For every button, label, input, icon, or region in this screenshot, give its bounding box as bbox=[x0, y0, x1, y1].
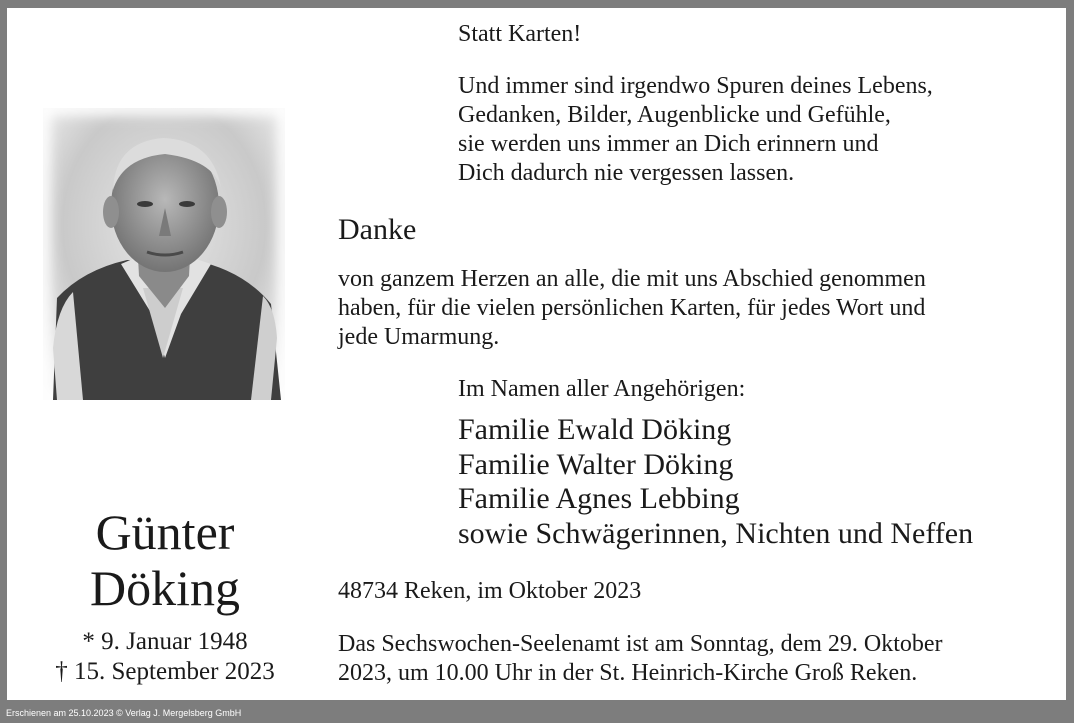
service-info bbox=[338, 630, 943, 688]
family-intro: Im Namen aller Angehörigen: bbox=[458, 376, 746, 402]
portrait-photo bbox=[43, 108, 285, 400]
poem-line: sie werden uns immer an Dich erinnern und bbox=[458, 131, 879, 157]
poem bbox=[458, 72, 933, 188]
place-date: 48734 Reken, im Oktober 2023 bbox=[338, 578, 642, 604]
thanks-text bbox=[338, 265, 926, 352]
deceased-name bbox=[27, 504, 303, 616]
service-line: Das Sechswochen-Seelenamt ist am Sonntag, dem 29. Oktober bbox=[338, 631, 943, 657]
family-name: sowie Schwägerinnen, Nichten und Neffen bbox=[458, 516, 974, 550]
service-line: 2023, um 10.00 Uhr in der St. Heinrich-Kirche Groß Reken. bbox=[338, 660, 918, 686]
first-name: Günter bbox=[95, 504, 235, 560]
publication-footer: Erschienen am 25.10.2023 © Verlag J. Mergelsberg GmbH bbox=[6, 708, 242, 718]
statt-karten-heading: Statt Karten! bbox=[458, 21, 582, 47]
family-name: Familie Walter Döking bbox=[458, 447, 734, 481]
poem-line: Gedanken, Bilder, Augenblicke und Gefühle, bbox=[458, 102, 891, 128]
poem-line: Dich dadurch nie vergessen lassen. bbox=[458, 160, 795, 186]
poem-line: Und immer sind irgendwo Spuren deines Lebens, bbox=[458, 73, 933, 99]
death-date: † 15. September 2023 bbox=[55, 658, 275, 685]
thanks-line: haben, für die vielen persönlichen Karten, für jedes Wort und bbox=[338, 295, 926, 321]
birth-date: * 9. Januar 1948 bbox=[82, 628, 248, 655]
family-name: Familie Ewald Döking bbox=[458, 413, 732, 446]
danke-heading: Danke bbox=[338, 213, 417, 246]
last-name: Döking bbox=[90, 560, 240, 616]
family-name: Familie Agnes Lebbing bbox=[458, 482, 740, 515]
family-names bbox=[458, 413, 973, 551]
thanks-line: jede Umarmung. bbox=[338, 324, 500, 350]
life-dates bbox=[27, 627, 303, 687]
thanks-line: von ganzem Herzen an alle, die mit uns Abschied genommen bbox=[338, 266, 926, 292]
obituary-card bbox=[7, 8, 1066, 700]
